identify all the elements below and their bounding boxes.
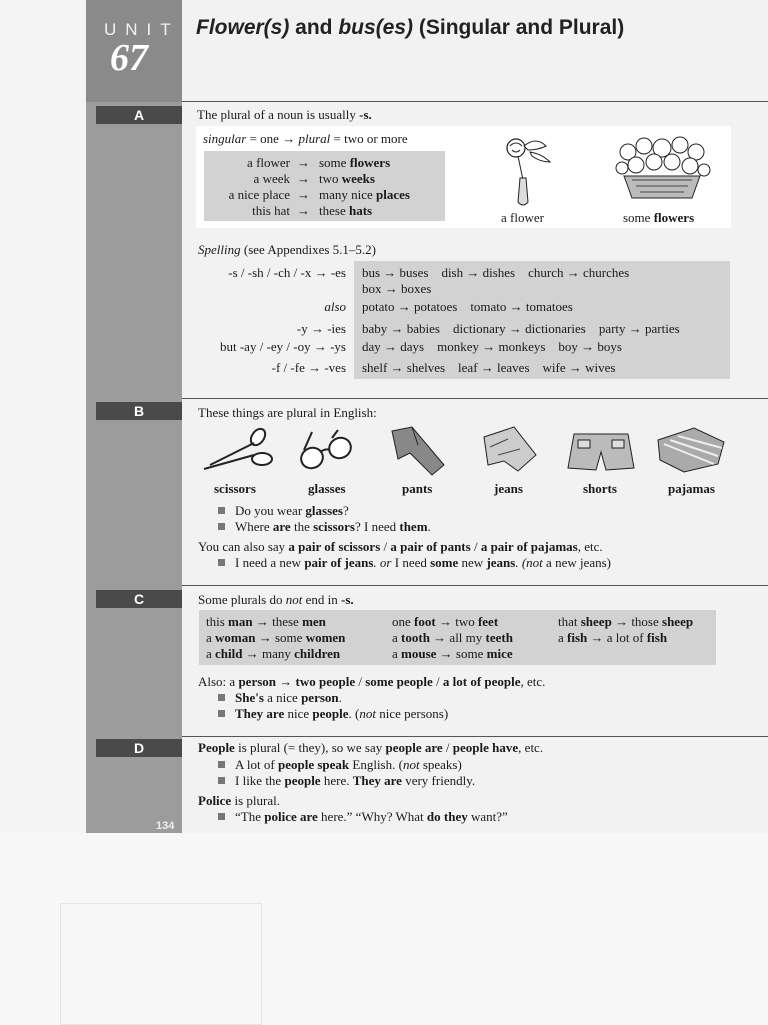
section-label-c: C bbox=[96, 590, 182, 608]
flowers-in-basket-image bbox=[610, 132, 714, 204]
plural-form bbox=[319, 171, 375, 187]
text-fragment: a bbox=[392, 630, 402, 645]
text-fragment: foot bbox=[414, 614, 436, 629]
spelling-rule: -y → -ies bbox=[296, 321, 346, 336]
bullet-icon bbox=[218, 507, 225, 514]
text-fragment: many nice bbox=[319, 187, 377, 202]
text-fragment: one bbox=[392, 614, 415, 629]
arrow-icon: → bbox=[297, 155, 310, 170]
text-fragment: tooth bbox=[401, 630, 430, 645]
text-fragment: → these bbox=[252, 614, 303, 629]
item-label: pants bbox=[402, 481, 433, 496]
irregular-plural bbox=[392, 646, 513, 662]
a-intro: The plural of a noun is usually -s. bbox=[197, 107, 372, 122]
text-fragment: two bbox=[319, 171, 342, 186]
text-fragment: that bbox=[558, 614, 581, 629]
plural-form bbox=[319, 187, 410, 203]
bullet-icon bbox=[218, 761, 225, 768]
bullet-icon bbox=[218, 777, 225, 784]
bullet-icon bbox=[218, 710, 225, 717]
item-label: shorts bbox=[583, 481, 617, 496]
text-fragment: women bbox=[305, 630, 346, 645]
text-fragment: a bbox=[392, 646, 402, 661]
d-line-1: People is plural (= they), so we say people are / people have, etc. bbox=[198, 740, 544, 755]
item-label: scissors bbox=[214, 481, 256, 496]
flowers-caption: some flowers bbox=[623, 210, 695, 225]
text-fragment: these bbox=[319, 203, 349, 218]
spelling-example: box → boxes bbox=[362, 281, 432, 296]
irregular-plural bbox=[206, 646, 340, 662]
text-fragment: → all my bbox=[429, 630, 486, 645]
text-fragment: → those bbox=[611, 614, 663, 629]
spelling-rule: -f / -fe → -ves bbox=[271, 360, 346, 375]
singular-form: this hat bbox=[252, 203, 290, 218]
d-example-2: I like the people here. They are very friendly. bbox=[218, 773, 475, 789]
c-also-line: Also: a person → two people / some people / a lot of people, etc. bbox=[198, 674, 546, 689]
item-label: jeans bbox=[494, 481, 523, 496]
text-fragment: flowers bbox=[349, 155, 391, 170]
flower-in-vase-image bbox=[500, 132, 560, 210]
text-fragment: a bbox=[206, 630, 216, 645]
section-divider-d bbox=[182, 736, 768, 737]
text-fragment: → a lot of bbox=[587, 630, 647, 645]
spelling-heading: Spelling (see Appendixes 5.1–5.2) bbox=[198, 242, 376, 257]
left-margin bbox=[0, 0, 86, 833]
text-fragment: man bbox=[228, 614, 253, 629]
section-divider-c bbox=[182, 585, 768, 586]
plural-form bbox=[319, 203, 372, 219]
irregular-plural bbox=[558, 614, 693, 630]
text-fragment: feet bbox=[477, 614, 499, 629]
spelling-rule: also bbox=[324, 299, 346, 314]
irregular-plural bbox=[206, 630, 345, 646]
text-fragment: mouse bbox=[401, 646, 437, 661]
d-example-3: “The police are here.” “Why? What do they want?” bbox=[218, 809, 508, 825]
text-fragment: some bbox=[319, 155, 350, 170]
d-example-1: A lot of people speak English. (not speaks) bbox=[218, 757, 462, 773]
section-label-d: D bbox=[96, 739, 182, 757]
singular-form: a flower bbox=[247, 155, 290, 170]
b-example-3: I need a new pair of jeans. or I need some new jeans. (not a new jeans) bbox=[218, 555, 611, 571]
text-fragment: a bbox=[206, 646, 216, 661]
text-fragment: places bbox=[376, 187, 410, 202]
irregular-plural bbox=[206, 614, 326, 630]
c-example-1: She's a nice person. bbox=[218, 690, 342, 706]
text-fragment: teeth bbox=[485, 630, 513, 645]
jeans-image bbox=[478, 425, 540, 473]
spelling-example: potato → potatoes tomato → tomatoes bbox=[362, 299, 573, 314]
text-fragment: this bbox=[206, 614, 229, 629]
spelling-example: baby → babies dictionary → dictionaries party → parties bbox=[362, 321, 680, 336]
c-intro: Some plurals do not end in -s. bbox=[198, 592, 354, 607]
pants-image bbox=[388, 425, 448, 477]
unit-label: UNIT bbox=[104, 20, 180, 39]
unit-number: 67 bbox=[110, 37, 148, 79]
arrow-icon: → bbox=[297, 187, 310, 202]
singular-form: a nice place bbox=[228, 187, 290, 202]
scissors-image bbox=[200, 425, 276, 473]
a-singular-plural-line: singular = one → plural = two or more bbox=[203, 131, 408, 146]
text-fragment: hats bbox=[348, 203, 373, 218]
section-label-b: B bbox=[96, 402, 182, 420]
spelling-rule: but -ay / -ey / -oy → -ys bbox=[219, 339, 346, 354]
section-label-a: A bbox=[96, 106, 182, 124]
text-fragment: → two bbox=[435, 614, 478, 629]
text-fragment: sheep bbox=[580, 614, 612, 629]
text-fragment: → some bbox=[255, 630, 306, 645]
irregular-plural bbox=[392, 630, 513, 646]
b-example-2: Where are the scissors? I need them. bbox=[218, 519, 431, 535]
arrow-icon: → bbox=[297, 203, 310, 218]
arrow-icon: → bbox=[297, 171, 310, 186]
b-also-line: You can also say a pair of scissors / a pair of pants / a pair of pajamas, etc. bbox=[198, 539, 603, 554]
page-title: Flower(s) and bus(es) (Singular and Plural) bbox=[196, 16, 625, 39]
text-fragment: sheep bbox=[662, 614, 694, 629]
b-example-1: Do you wear glasses? bbox=[218, 503, 349, 519]
singular-form: a week bbox=[253, 171, 290, 186]
irregular-plural bbox=[392, 614, 498, 630]
text-fragment: men bbox=[302, 614, 326, 629]
irregular-plural bbox=[558, 630, 667, 646]
b-intro: These things are plural in English: bbox=[198, 405, 377, 420]
item-label: glasses bbox=[308, 481, 346, 496]
text-fragment: mice bbox=[486, 646, 513, 661]
d-line-2: Police is plural. bbox=[198, 793, 280, 808]
spelling-example: shelf → shelves leaf → leaves wife → wives bbox=[362, 360, 616, 375]
text-fragment: → some bbox=[436, 646, 487, 661]
c-example-2: They are nice people. (not nice persons) bbox=[218, 706, 448, 722]
plural-form bbox=[319, 155, 390, 171]
shorts-image bbox=[566, 428, 636, 474]
section-divider-b bbox=[182, 398, 768, 399]
text-fragment: child bbox=[215, 646, 243, 661]
page-number: 134 bbox=[156, 820, 175, 832]
section-divider-a bbox=[182, 101, 768, 102]
text-fragment: fish bbox=[567, 630, 588, 645]
glasses-image bbox=[298, 428, 356, 474]
bullet-icon bbox=[218, 523, 225, 530]
spelling-example: bus → buses dish → dishes church → churches bbox=[362, 265, 630, 280]
text-fragment: → many bbox=[242, 646, 295, 661]
bleed-through-mark bbox=[60, 903, 262, 1025]
text-fragment: a bbox=[558, 630, 568, 645]
bullet-icon bbox=[218, 813, 225, 820]
flower-caption: a flower bbox=[501, 210, 544, 225]
spelling-rule: -s / -sh / -ch / -x → -es bbox=[228, 265, 346, 280]
text-fragment: weeks bbox=[341, 171, 375, 186]
spelling-example: day → days monkey → monkeys boy → boys bbox=[362, 339, 622, 354]
item-label: pajamas bbox=[668, 481, 715, 496]
text-fragment: children bbox=[294, 646, 341, 661]
bullet-icon bbox=[218, 559, 225, 566]
text-fragment: fish bbox=[646, 630, 668, 645]
bullet-icon bbox=[218, 694, 225, 701]
text-fragment: woman bbox=[215, 630, 256, 645]
pajamas-image bbox=[654, 424, 728, 474]
